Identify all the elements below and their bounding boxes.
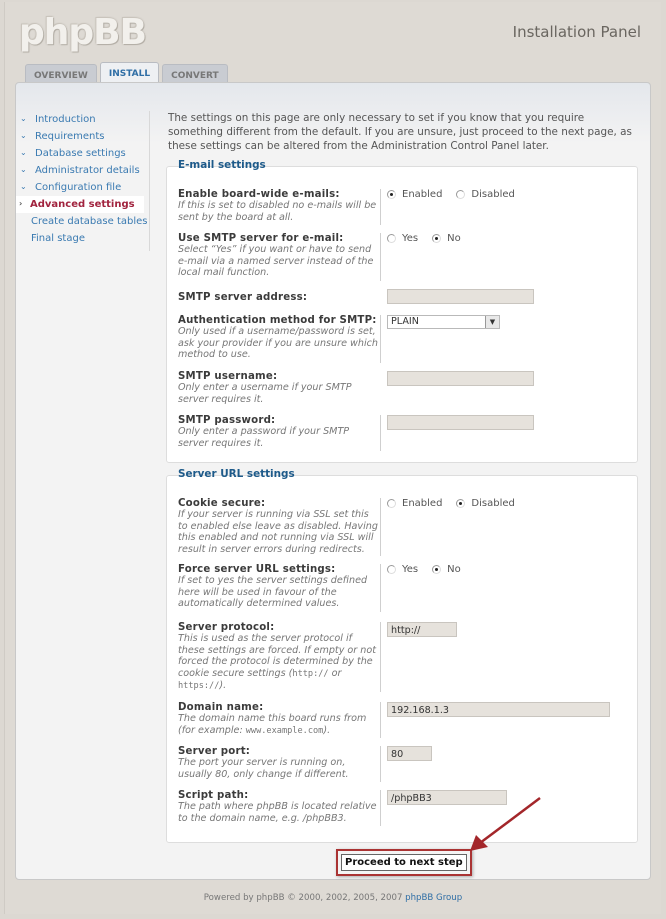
radio-yes[interactable]	[387, 233, 418, 244]
explain-text: or	[328, 667, 342, 679]
radio-label: Enabled	[402, 189, 443, 200]
smtp-user-row	[167, 371, 637, 407]
smtp-delivery-radio-group	[387, 233, 461, 244]
radio-label: Enabled	[402, 498, 443, 509]
server-port-input[interactable]: 80	[387, 746, 432, 761]
script-path-row	[167, 790, 637, 826]
field-title: Enable board-wide e-mails:	[178, 189, 340, 200]
menu-item-final-stage[interactable]	[16, 230, 149, 247]
radio-unchecked-icon	[387, 234, 396, 243]
radio-no[interactable]	[432, 233, 461, 244]
tab-overview[interactable]: OVERVIEW	[25, 64, 97, 86]
radio-checked-icon	[387, 190, 396, 199]
smtp-password-input[interactable]	[387, 415, 534, 430]
field-explain: Select “Yes” if you want or have to send e-mail via a named server instead of the local mail function.	[178, 244, 374, 278]
phpbb-group-link[interactable]: phpBB Group	[405, 893, 463, 903]
explain-text: ).	[219, 680, 227, 691]
submit-highlight-box	[336, 849, 472, 876]
tab-install[interactable]: INSTALL	[100, 62, 159, 86]
arrow-shaft	[480, 798, 540, 843]
divider	[380, 790, 381, 826]
radio-label: Yes	[402, 564, 419, 575]
section-legend: Server URL settings	[178, 468, 295, 480]
field-explain: If your server is running via SSL set this to enabled else leave as disabled. Having this enabled and not running via SSL will result in server errors during redirects.	[178, 509, 378, 555]
divider	[380, 746, 381, 782]
arrow-head	[470, 835, 488, 851]
dropdown-arrow-icon[interactable]: ▼	[485, 316, 499, 328]
radio-checked-icon	[456, 499, 465, 508]
divider	[380, 498, 381, 556]
field-title: Use SMTP server for e-mail:	[178, 233, 344, 244]
menu-item-label: Database settings	[35, 148, 126, 159]
field-explain: If this is set to disabled no e-mails will be sent by the board at all.	[178, 200, 377, 223]
menu-item-label: Advanced settings	[30, 199, 135, 210]
force-server-vars-row	[167, 564, 637, 612]
board-email-row	[167, 189, 637, 225]
menu-item-requirements[interactable]	[16, 128, 149, 145]
board-email-radio-group	[387, 189, 515, 200]
chevron-down-icon: ⌄	[20, 182, 27, 191]
field-title: SMTP username:	[178, 371, 278, 382]
email-settings-fieldset	[166, 159, 638, 463]
radio-label: No	[447, 233, 461, 244]
server-protocol-row	[167, 622, 637, 692]
radio-label: Yes	[402, 233, 419, 244]
radio-checked-icon	[432, 565, 441, 574]
panel-title: Installation Panel	[512, 23, 641, 41]
menu-item-advanced-settings[interactable]	[16, 196, 144, 213]
chevron-down-icon: ⌄	[20, 131, 27, 140]
tab-convert[interactable]: CONVERT	[162, 64, 228, 86]
field-explain: The port your server is running on, usually 80, only change if different.	[178, 757, 349, 780]
divider	[380, 702, 381, 738]
field-title: SMTP password:	[178, 415, 276, 426]
field-title: Script path:	[178, 790, 249, 801]
field-explain: Only enter a username if your SMTP server requires it.	[178, 382, 352, 405]
section-legend: E-mail settings	[178, 159, 266, 171]
code-text: https://	[178, 681, 220, 691]
divider	[380, 233, 381, 281]
divider	[380, 622, 381, 692]
field-explain	[178, 633, 378, 693]
chevron-down-icon: ⌄	[20, 165, 27, 174]
radio-label: No	[447, 564, 461, 575]
select-value: PLAIN	[391, 316, 419, 327]
menu-item-label: Create database tables	[31, 216, 148, 227]
field-explain: Only enter a password if your SMTP server requires it.	[178, 426, 350, 449]
footer-text: Powered by phpBB © 2000, 2002, 2005, 2007	[203, 893, 406, 903]
menu-item-label: Final stage	[31, 233, 85, 244]
domain-name-input[interactable]: 192.168.1.3	[387, 702, 610, 717]
script-path-input[interactable]: /phpBB3	[387, 790, 507, 805]
field-explain: Only used if a username/password is set, ask your provider if you are unsure which method to use.	[178, 326, 378, 360]
menu-item-administrator-details[interactable]	[16, 162, 149, 179]
cookie-secure-row	[167, 498, 637, 558]
field-title: Server port:	[178, 746, 251, 757]
radio-yes[interactable]	[387, 564, 418, 575]
field-explain: The path where phpBB is located relative to the domain name, e.g. /phpBB3.	[178, 801, 377, 824]
menu-item-create-database-tables[interactable]	[16, 213, 149, 230]
explain-text: ).	[323, 724, 331, 736]
chevron-down-icon: ⌄	[20, 114, 27, 123]
divider	[380, 189, 381, 225]
radio-label: Disabled	[471, 189, 515, 200]
radio-unchecked-icon	[387, 565, 396, 574]
server-port-row	[167, 746, 637, 782]
field-title: Server protocol:	[178, 622, 275, 633]
smtp-host-input[interactable]	[387, 289, 534, 304]
field-title: Force server URL settings:	[178, 564, 336, 575]
code-text: www.example.com	[245, 725, 324, 736]
field-explain	[178, 713, 378, 737]
divider	[380, 315, 381, 363]
field-explain: If set to yes the server settings defined here will be used in favour of the automatically determined values.	[178, 575, 368, 609]
annotation-arrow-icon	[456, 795, 546, 865]
chevron-right-icon: ›	[19, 199, 23, 208]
radio-disabled[interactable]	[456, 189, 514, 200]
radio-disabled[interactable]	[456, 498, 514, 509]
radio-checked-icon	[432, 234, 441, 243]
divider	[380, 564, 381, 612]
radio-unchecked-icon	[456, 190, 465, 199]
smtp-auth-row	[167, 315, 637, 363]
force-server-vars-radio-group	[387, 564, 461, 575]
smtp-username-input[interactable]	[387, 371, 534, 386]
menu-item-label: Administrator details	[35, 165, 140, 176]
code-text: http://	[292, 668, 329, 679]
content-panel	[15, 82, 651, 880]
cookie-secure-radio-group	[387, 498, 515, 509]
install-steps-menu	[16, 111, 150, 251]
smtp-pass-row	[167, 415, 637, 451]
field-title: Cookie secure:	[178, 498, 266, 509]
smtp-host-row	[167, 289, 637, 307]
server-url-settings-fieldset	[166, 468, 638, 843]
menu-item-introduction[interactable]	[16, 111, 149, 128]
server-protocol-input[interactable]: http://	[387, 622, 457, 637]
smtp-delivery-row	[167, 233, 637, 281]
proceed-to-next-step-button[interactable]: Proceed to next step	[341, 854, 467, 871]
divider	[380, 415, 381, 451]
field-title: Domain name:	[178, 702, 264, 713]
menu-item-label: Configuration file	[35, 182, 122, 193]
menu-item-configuration-file[interactable]	[16, 179, 149, 196]
menu-item-label: Requirements	[35, 131, 105, 142]
chevron-down-icon: ⌄	[20, 148, 27, 157]
menu-item-database-settings[interactable]	[16, 145, 149, 162]
footer	[0, 893, 666, 903]
server-name-row	[167, 702, 637, 738]
field-title: SMTP server address:	[178, 292, 308, 303]
intro-text: The settings on this page are only necessary to set if you know that you require something different from the default. If you are unsure, just proceed to the next page, as these settings can be altered from the Administration Control Panel later.	[168, 112, 632, 152]
radio-no[interactable]	[432, 564, 461, 575]
phpbb-logo: phpBB	[19, 12, 147, 53]
radio-label: Disabled	[471, 498, 515, 509]
smtp-auth-select[interactable]	[387, 315, 500, 329]
radio-unchecked-icon	[387, 499, 396, 508]
field-title: Authentication method for SMTP:	[178, 315, 377, 326]
explain-text: This is used as the server protocol if these settings are forced. If empty or not forced the protocol is determined by the cookie secure settings (	[178, 633, 376, 679]
radio-enabled[interactable]	[387, 189, 442, 200]
menu-item-label: Introduction	[35, 114, 96, 125]
explain-text: The domain name this board runs from (for example:	[178, 713, 367, 736]
radio-enabled[interactable]	[387, 498, 442, 509]
